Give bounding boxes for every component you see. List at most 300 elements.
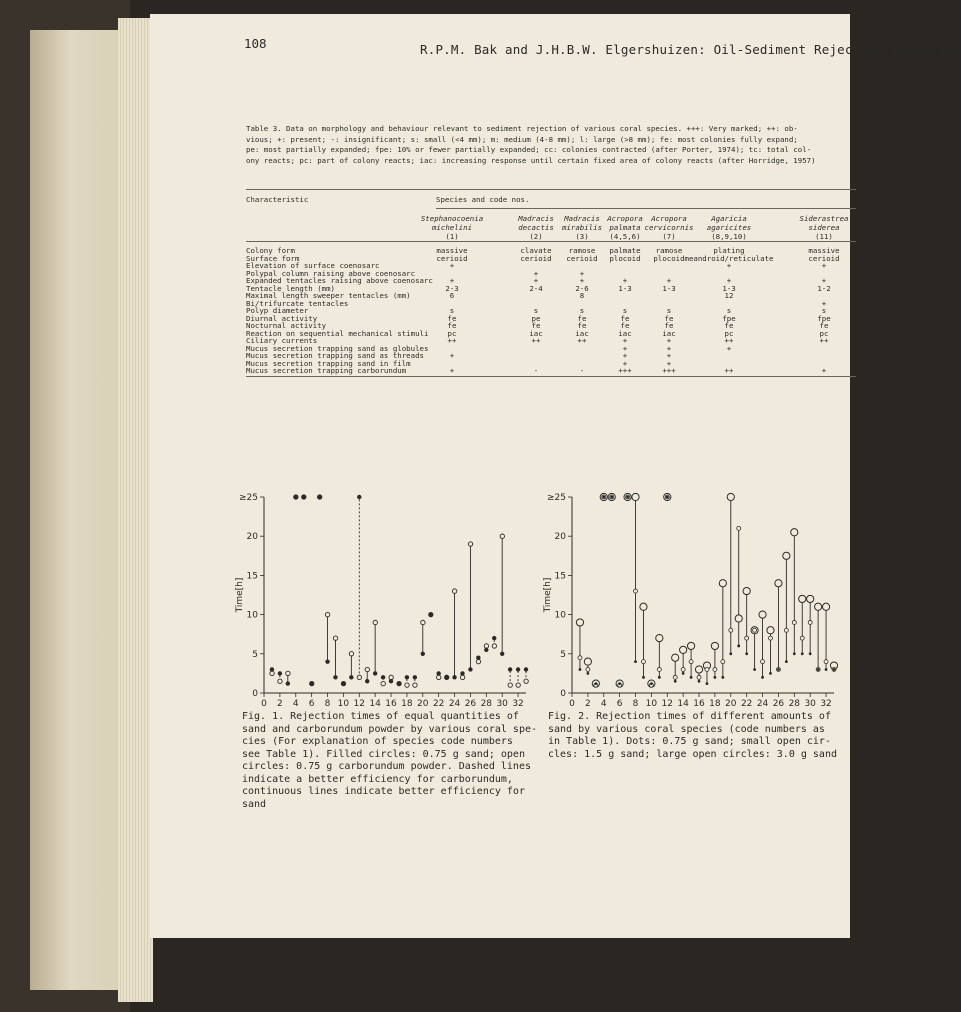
data-point-large-open [695, 666, 702, 673]
species-code: (2) [529, 232, 543, 241]
data-point-dot [626, 496, 629, 499]
figure-2-caption [548, 711, 837, 761]
running-head [244, 36, 961, 57]
table-cell: + [666, 343, 672, 353]
data-point-large-open [719, 580, 726, 587]
y-tick-label: 0 [560, 689, 566, 699]
data-point-small-open [721, 660, 725, 664]
data-point-large-open [711, 642, 718, 649]
table-cell: pc [724, 328, 734, 338]
table-cell: 2-6 [575, 283, 589, 293]
table-cell: + [579, 268, 585, 278]
table-cell: - [533, 366, 539, 375]
data-point-small-open [657, 667, 661, 671]
table-cell: ++ [724, 336, 734, 345]
x-tick-label: 10 [337, 699, 350, 709]
x-tick-label: 22 [432, 699, 445, 709]
data-point-open [413, 683, 417, 687]
figure-2-chart [538, 479, 850, 709]
data-point-small-open [729, 628, 733, 632]
species-name: Acropora [651, 214, 687, 223]
data-point-large-open [822, 603, 829, 610]
table-cell: + [449, 261, 455, 270]
row-label: Diurnal activity [246, 313, 318, 323]
table-cell: + [821, 276, 827, 285]
species-name: agaricites [706, 223, 752, 232]
x-tick-label: 14 [369, 699, 381, 709]
data-point-dot [745, 652, 748, 655]
table-cell: + [666, 336, 672, 345]
row-label: Surface form [246, 253, 300, 263]
row-label: Bi/trifurcate tentacles [246, 298, 349, 308]
data-point-small-open [737, 526, 741, 530]
table-caption-line: Table 3. Data on morphology and behaviour relevant to sediment rejection of various coral species. +++: Very marked; ++: ob- [246, 124, 798, 133]
x-tick-label: 10 [645, 699, 658, 709]
data-point-open [460, 675, 464, 679]
species-name: Madracis [564, 214, 600, 223]
data-point-large-open [576, 619, 583, 626]
data-point-large-open [775, 580, 782, 587]
data-point-large-open [799, 595, 806, 602]
caption-line: Fig. 2. Rejection times of different amounts of [548, 711, 831, 722]
species-code: (7) [662, 232, 676, 241]
data-point-filled [524, 667, 528, 671]
table-cell: + [726, 343, 732, 353]
table-cell: palmate [609, 246, 641, 255]
table-cell: + [533, 268, 539, 278]
table-bottom-rule [246, 376, 856, 377]
x-tick-label: 26 [772, 699, 785, 709]
data-point-open [500, 534, 504, 538]
table-cell: +++ [618, 366, 632, 375]
table-cell: s [533, 306, 539, 315]
data-point-filled [429, 612, 433, 616]
row-label: Reaction on sequential mechanical stimuli [246, 328, 429, 338]
table-cell: + [622, 343, 628, 353]
x-tick-label: 30 [804, 699, 816, 709]
y-axis-label: Time[h] [235, 577, 245, 613]
species-header [518, 214, 554, 241]
table-cell: ++ [447, 336, 457, 345]
data-point-large-open [656, 635, 663, 642]
figure-2 [538, 479, 850, 709]
table-cell: 8 [579, 291, 585, 300]
data-point-large-open [735, 615, 742, 622]
x-tick-label: 8 [632, 699, 639, 709]
table-cell: fe [447, 313, 457, 323]
data-point-open [452, 589, 456, 593]
species-name: michelini [431, 223, 473, 232]
data-point-open [349, 652, 353, 656]
data-point-dot [785, 660, 788, 663]
data-point-open [270, 671, 274, 675]
y-tick-label: 20 [554, 532, 566, 543]
row-label: Elevation of surface coenosarc [246, 261, 380, 270]
data-point-dot [650, 682, 653, 685]
table-cell: fe [664, 313, 674, 323]
x-tick-label: 24 [756, 699, 769, 709]
row-label: Tentacle length (mm) [246, 283, 335, 293]
table-cell: + [533, 276, 539, 285]
row-label: Mucus secretion trapping sand as threads [246, 351, 424, 360]
species-name: Madracis [518, 214, 554, 223]
data-point-open [476, 659, 480, 663]
y-tick-label: ≥25 [239, 493, 258, 503]
table-cell: + [449, 351, 455, 360]
table-cell: plating [713, 246, 745, 255]
data-point-open [405, 683, 409, 687]
table-cell: 12 [724, 291, 734, 300]
x-tick-label: 32 [512, 699, 524, 709]
table-cell: cerioid [520, 253, 552, 263]
data-point-small-open [681, 667, 685, 671]
data-point-dot [634, 660, 637, 663]
data-point-dot [698, 680, 701, 683]
data-point-dot [801, 652, 804, 655]
caption-line: sand [242, 798, 267, 810]
table-cell: ++ [819, 336, 829, 345]
data-point-small-open [792, 620, 796, 624]
table-caption-line: ony reacts; pc: part of colony reacts; iac: increasing response until certain fixed area of colony reacts (after Horridge, 1957) [246, 155, 816, 165]
data-point-dot [793, 652, 796, 655]
x-tick-label: 0 [261, 699, 267, 709]
data-point-filled [333, 675, 337, 679]
caption-line: cies (For explanation of species code numbers [242, 736, 513, 747]
data-point-dot [706, 682, 709, 685]
row-label: Expanded tentacles raising above coenosarc [246, 276, 433, 285]
data-point-dot [714, 676, 717, 679]
data-point-dot [769, 672, 772, 675]
data-point-dot [753, 668, 756, 671]
header-mid-rule [436, 208, 856, 209]
species-code: (4,5,6) [609, 232, 641, 241]
data-point-filled [413, 675, 417, 679]
table-cell: + [821, 261, 827, 270]
table-cell: + [449, 276, 455, 285]
table-cell: ramose [568, 246, 596, 255]
x-tick-label: 4 [292, 699, 299, 709]
data-point-small-open [824, 660, 828, 664]
species-name: mirabilis [561, 223, 603, 232]
x-tick-label: 20 [417, 699, 429, 709]
species-name: Agaricia [711, 214, 747, 223]
table-cell: 2-3 [445, 283, 459, 293]
left-page-edge [30, 30, 130, 990]
table-cell: pc [819, 328, 829, 338]
data-point-dot [761, 676, 764, 679]
data-point-dot [658, 676, 661, 679]
x-tick-label: 20 [725, 699, 737, 709]
data-point-filled [365, 679, 369, 683]
data-point-dot [721, 676, 724, 679]
data-point-small-open [768, 636, 772, 640]
table-cell: + [726, 276, 732, 285]
species-name: cervicornis [644, 223, 694, 232]
data-point-filled [286, 681, 290, 685]
caption-line: in Table 1). Dots: 0.75 g sand; small open cir- [548, 736, 831, 747]
row-label: Colony form [246, 246, 295, 255]
y-tick-label: 15 [554, 571, 566, 582]
figure-1 [230, 479, 530, 709]
data-point-filled [278, 671, 282, 675]
x-tick-label: 22 [740, 699, 753, 709]
row-label: Mucus secretion trapping carborundum [246, 366, 407, 375]
table-caption [246, 124, 856, 166]
table-cell: cerioid [808, 253, 840, 263]
table-cell: + [726, 261, 732, 270]
data-point-dot [690, 676, 693, 679]
data-point-dot [682, 672, 685, 675]
row-label: Polypal column raising above coenosarc [246, 268, 416, 278]
data-point-small-open [745, 636, 749, 640]
species-header [707, 214, 752, 241]
caption-line: see Table 1). Filled circles: 0.75 g sand; open [242, 748, 525, 760]
x-tick-label: 32 [820, 699, 832, 709]
x-tick-label: 28 [480, 699, 493, 709]
table-cell: fe [819, 321, 829, 330]
data-point-filled [381, 675, 385, 679]
table-cell: + [821, 298, 827, 308]
data-point-open [492, 644, 496, 648]
table-cell: ++ [724, 366, 734, 375]
data-point-small-open [705, 667, 709, 671]
table-cell: pe [531, 313, 541, 323]
data-point-large-open [727, 493, 734, 500]
data-point-open [278, 679, 282, 683]
y-tick-label: 10 [246, 610, 258, 621]
species-name: decactis [518, 223, 554, 232]
data-point-filled [460, 671, 464, 675]
y-tick-label: 0 [252, 689, 258, 699]
page-number: 108 [244, 36, 267, 51]
species-name: Acropora [607, 214, 643, 223]
table-cell: fe [531, 321, 541, 330]
caption-line: indicate a better efficiency for carborundum, [242, 773, 513, 785]
data-point-small-open [689, 660, 693, 664]
data-point-open [437, 675, 441, 679]
table-cell: fpe [817, 313, 831, 323]
data-point-open [468, 542, 472, 546]
caption-line: Fig. 1. Rejection times of equal quantities of [242, 711, 519, 722]
x-tick-label: 6 [616, 699, 623, 709]
caption-line: sand by various coral species (code numbers as [548, 723, 825, 735]
species-header [562, 214, 602, 241]
data-point-dot [594, 682, 597, 685]
species-name: Siderastrea [799, 214, 849, 223]
data-point-small-open [761, 660, 765, 664]
data-point-small-open [697, 675, 701, 679]
data-point-small-open [713, 667, 717, 671]
data-point-filled [270, 667, 274, 671]
data-point-large-open [640, 603, 647, 610]
data-point-dot [618, 682, 621, 685]
data-point-small-open [578, 656, 582, 660]
x-tick-label: 30 [496, 699, 508, 709]
data-point-filled [349, 675, 353, 679]
data-point-open [421, 620, 425, 624]
data-point-filled [294, 495, 298, 499]
header-characteristic: Characteristic [246, 195, 309, 204]
x-tick-label: 8 [324, 699, 331, 709]
data-point-dot [833, 668, 836, 671]
table-cell: iac [618, 328, 632, 338]
table-caption-line: vious; +: present; -: insignificant; s: small (<4 mm); m: medium (4-8 mm); l: large (>8 mm); fe: most colonies fully expand; [246, 134, 798, 144]
data-point-filled [452, 675, 456, 679]
data-point-open [325, 612, 329, 616]
data-point-small-open [753, 628, 757, 632]
data-point-filled [341, 681, 345, 685]
x-tick-label: 12 [661, 699, 673, 709]
species-code: (3) [575, 232, 589, 241]
table-cell: ramose [655, 246, 683, 255]
data-point-dot [610, 496, 613, 499]
y-axis-label: Time[h] [543, 577, 553, 613]
data-point-small-open [641, 660, 645, 664]
table-cell: fe [447, 321, 457, 330]
data-point-open [484, 644, 488, 648]
y-tick-label: 20 [246, 532, 258, 543]
data-point-dot [737, 645, 740, 648]
data-point-filled [436, 671, 440, 675]
table-cell: ++ [531, 336, 541, 345]
table-cell: fe [620, 313, 630, 323]
species-name: Stephanocoenia [420, 214, 484, 223]
table-cell: s [821, 306, 827, 315]
x-tick-label: 28 [788, 699, 801, 709]
data-point-filled [476, 656, 480, 660]
data-point-dot [809, 652, 812, 655]
data-point-open [333, 636, 337, 640]
data-point-open [357, 675, 361, 679]
table-cell: iac [662, 328, 676, 338]
data-point-open [389, 675, 393, 679]
data-point-large-open [743, 587, 750, 594]
y-tick-label: 10 [554, 610, 566, 621]
data-point-large-open [680, 646, 687, 653]
table-cell: + [622, 276, 628, 285]
species-header [645, 214, 694, 241]
data-point-filled [301, 495, 305, 499]
table-cell: fe [577, 321, 587, 330]
data-point-large-open [672, 654, 679, 661]
table-cell: s [622, 306, 628, 315]
x-tick-label: 14 [677, 699, 689, 709]
data-point-open [508, 683, 512, 687]
data-point-open [524, 679, 528, 683]
data-point-open [373, 620, 377, 624]
table-cell: + [449, 366, 455, 375]
x-tick-label: 6 [308, 699, 315, 709]
data-point-filled [500, 652, 504, 656]
table-caption-line: pe: most partially expanded; fpe: 10% or fewer partially expanded; cc: colonies contracted (after Porter, 1974); tc: total col- [246, 145, 812, 154]
data-point-open [516, 683, 520, 687]
x-tick-label: 2 [277, 699, 283, 709]
table-cell: meandroid/reticulate [684, 253, 774, 263]
row-label: Polyp diameter [246, 306, 309, 315]
species-code: (11) [815, 232, 833, 241]
table-cell: + [821, 366, 827, 375]
caption-line: circles: 0.75 g carborundum powder. Dashed lines [242, 761, 531, 772]
data-point-filled [373, 671, 377, 675]
header-bottom-rule [246, 241, 856, 242]
table-cell: massive [808, 246, 840, 255]
species-code: (1) [445, 232, 459, 241]
species-header [421, 214, 483, 241]
data-point-filled [444, 675, 448, 679]
y-tick-label: 5 [560, 649, 566, 660]
data-point-dot [579, 668, 582, 671]
data-point-dot [642, 676, 645, 679]
x-tick-label: 2 [585, 699, 591, 709]
data-point-small-open [808, 620, 812, 624]
data-point-filled [468, 667, 472, 671]
data-point-dot [777, 668, 780, 671]
x-tick-label: 26 [464, 699, 477, 709]
data-point-filled [516, 667, 520, 671]
x-tick-label: 24 [448, 699, 461, 709]
row-label: Mucus secretion trapping sand as globules [246, 343, 429, 353]
row-label: Mucus secretion trapping sand in film [246, 358, 411, 368]
table-cell: plocoid [609, 253, 641, 263]
data-point-dot [602, 496, 605, 499]
data-point-small-open [634, 589, 638, 593]
data-point-small-open [800, 636, 804, 640]
table-cell: s [666, 306, 672, 315]
x-tick-label: 18 [709, 699, 721, 709]
table-cell: + [666, 358, 672, 368]
table-cell: clavate [520, 246, 552, 255]
table-cell: 1-3 [662, 283, 676, 293]
table-cell: plocoid [653, 253, 685, 263]
page-stack-edge [118, 18, 153, 1002]
x-tick-label: 16 [693, 699, 705, 709]
data-point-filled [397, 681, 401, 685]
authors-title: R.P.M. Bak and J.H.B.W. Elgershuizen: Oil-Sediment Rejection in Corals [420, 42, 961, 57]
table-cell: iac [529, 328, 543, 338]
species-name: siderea [808, 223, 840, 232]
data-point-filled [421, 652, 425, 656]
data-point-large-open [687, 642, 694, 649]
x-tick-label: 16 [385, 699, 397, 709]
table-cell: s [726, 306, 732, 315]
data-point-filled [492, 636, 496, 640]
table-top-rule [246, 189, 856, 190]
table-cell: massive [436, 246, 468, 255]
table-cell: +++ [662, 366, 676, 375]
table-cell: 1-3 [618, 283, 632, 293]
figure-1-caption [242, 711, 537, 811]
species-header [800, 214, 849, 241]
x-tick-label: 4 [600, 699, 607, 709]
table-cell: fe [620, 321, 630, 330]
x-tick-label: 18 [401, 699, 413, 709]
data-point-filled [317, 495, 321, 499]
data-point-dot [817, 668, 820, 671]
data-point-filled [325, 659, 329, 663]
data-point-large-open [632, 493, 639, 500]
data-point-dot [586, 672, 589, 675]
species-code: (8,9,10) [711, 232, 747, 241]
table-cell: + [622, 358, 628, 368]
caption-line: cles: 1.5 g sand; large open circles: 3.0 g sand [548, 748, 837, 760]
table-cell: fe [724, 321, 734, 330]
table-cell: ++ [577, 336, 587, 345]
y-tick-label: 5 [252, 649, 258, 660]
table-cell: + [622, 336, 628, 345]
table-cell: 1-2 [817, 283, 831, 293]
data-point-open [286, 671, 290, 675]
table-cell: + [666, 351, 672, 360]
